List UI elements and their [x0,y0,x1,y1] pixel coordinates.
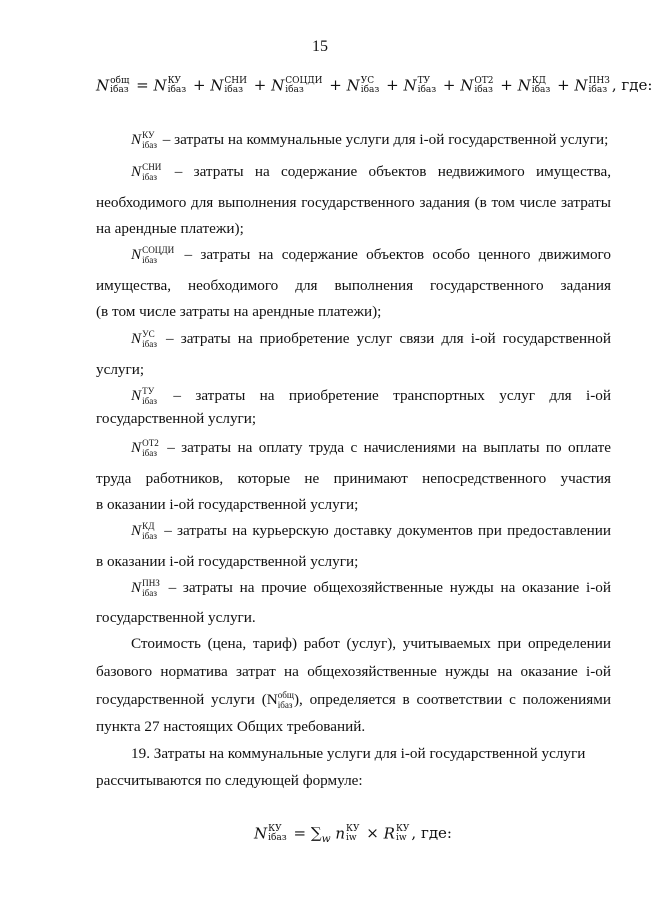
text-line: (в том числе затраты на арендные платежи); [96,303,382,320]
text-line: труда работников, которые не принимают непосредственного участия [96,470,611,487]
formula-term: N КД iбаз [517,75,551,95]
definition-socdi: N СОЦДИ iбаз – затраты на содержание объектов особо ценного движимого [131,244,612,265]
formula-term: N КУ iбаз [153,75,187,95]
page-number: 15 [312,38,328,55]
formula-utilities: N КУ iбаз = $\sum_w$ n КУ iw × R КУ iw , где: [254,823,452,845]
definition-ku: N КУ iбаз – затраты на коммунальные услуги для i-ой государственной услуги; [131,129,609,150]
formula-term: N СОЦДИ iбаз [271,75,323,95]
formula-term: N ПНЗ iбаз [574,75,610,95]
formula-term: N ТУ iбаз [403,75,437,95]
definition-pnz: N ПНЗ iбаз – затраты на прочие общехозяйственные нужды на оказание i-ой [131,577,611,598]
formula-lhs: N общ iбаз [96,75,130,95]
text-line: необходимого для выполнения государственного задания (в том числе затраты [96,194,611,211]
text-line: имущества, необходимого для выполнения государственного задания [96,277,611,294]
formula-term: N СНИ iбаз [210,75,247,95]
paragraph-cost-line: пункта 27 настоящих Общих требований. [96,718,366,735]
text-line: в оказании i-ой государственной услуги; [96,496,359,513]
definition-tu: N ТУ iбаз – затраты на приобретение транспортных услуг для i-ой [131,385,612,406]
formula-term: N УС iбаз [346,75,380,95]
text-line: на арендные платежи); [96,220,244,237]
text-line: в оказании i-ой государственной услуги; [96,553,359,570]
text-line: государственной услуги. [96,609,256,626]
definition-sni: N СНИ iбаз – затраты на содержание объектов недвижимого имущества, [131,161,611,182]
formula-total-costs: N общ iбаз = N КУ iбаз + N СНИ iбаз + N СОЦДИ iбаз + N УС iбаз + N ТУ iбаз + N ОТ2 iбаз + N КД iбаз + N ПНЗ iбаз , где: [96,75,652,95]
definition-kd: N КД iбаз – затраты на курьерскую доставку документов при предоставлении [131,520,612,541]
definition-us: N УС iбаз – затраты на приобретение услуг связи для i-ой государственной [131,328,611,349]
paragraph-19-line: рассчитываются по следующей формуле: [96,772,363,789]
paragraph-cost-line: базового норматива затрат на общехозяйственные нужды на оказание i-ой [96,663,611,680]
paragraph-cost-line: государственной услуги (N общ iбаз ), определяется в соответствии с положениями [96,689,611,710]
text-line: услуги; [96,361,145,378]
paragraph-19-line: 19. Затраты на коммунальные услуги для i-ой государственной услуги [131,745,586,762]
paragraph-cost-line: Стоимость (цена, тариф) работ (услуг), учитываемых при определении [131,635,611,652]
text-line: государственной услуги; [96,410,257,427]
formula-term: N ОТ2 iбаз [460,75,494,95]
definition-ot2: N ОТ2 iбаз – затраты на оплату труда с начислениями на выплаты по оплате [131,437,612,458]
